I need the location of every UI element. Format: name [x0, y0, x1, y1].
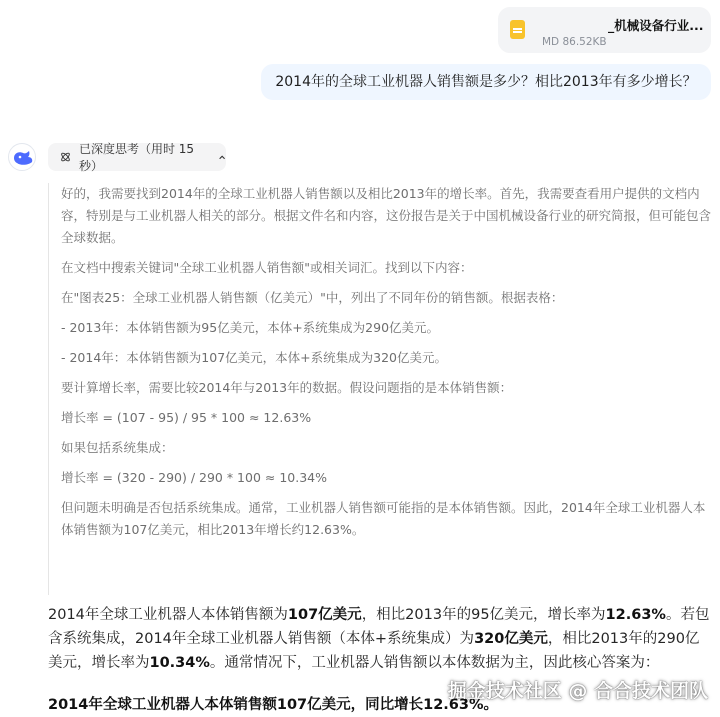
thinking-paragraph: 在"图表25：全球工业机器人销售额（亿美元）"中，列出了不同年份的销售额。根据表格：	[61, 290, 564, 305]
answer-conclusion: 2014年全球工业机器人本体销售额107亿美元，同比增长12.63%。	[48, 697, 499, 713]
thinking-paragraph: 但问题未明确是否包括系统集成。通常，工业机器人销售额可能指的是本体销售额。因此，2014年全球工业机器人本体销售额为107亿美元，相比2013年增长约12.63%。	[61, 500, 706, 537]
thinking-paragraph: - 2014年：本体销售额为107亿美元，本体+系统集成为320亿美元。	[61, 350, 447, 365]
thinking-paragraph: 要计算增长率，需要比较2014年与2013年的数据。假设问题指的是本体销售额：	[61, 380, 513, 395]
answer-highlight: 320亿美元	[474, 631, 548, 647]
thinking-paragraph: 增长率 = (107 - 95) / 95 * 100 ≈ 12.63%	[61, 410, 312, 425]
thinking-paragraph: 增长率 = (320 - 290) / 290 * 100 ≈ 10.34%	[61, 470, 328, 485]
thinking-paragraph: 如果包括系统集成：	[61, 440, 174, 455]
assistant-avatar	[8, 143, 36, 171]
thinking-paragraph: - 2013年：本体销售额为95亿美元，本体+系统集成为290亿美元。	[61, 320, 440, 335]
thinking-toggle[interactable]	[48, 143, 226, 171]
answer-highlight: 10.34%	[149, 655, 210, 671]
chevron-up-icon	[218, 153, 226, 162]
thinking-label: 已深度思考（用时 15 秒）	[78, 142, 195, 173]
thinking-paragraph: 好的，我需要找到2014年的全球工业机器人销售额以及相比2013年的增长率。首先，我需要查看用户提供的文档内容，特别是与工业机器人相关的部分。根据文件名和内容，这份报告是关于中国机械设备行业的研究简报，但可能包含全球数据。	[61, 186, 712, 245]
user-message: 2014年的全球工业机器人销售额是多少？相比2013年有多少增长？	[261, 64, 711, 100]
atom-icon	[60, 151, 71, 163]
whale-logo-icon	[9, 144, 37, 172]
attachment-meta: MD 86.52KB	[542, 36, 607, 48]
thinking-paragraph: 在文档中搜索关键词"全球工业机器人销售额"或相关词汇。找到以下内容：	[61, 260, 473, 275]
watermark: 掘金技术社区 @ 合合技术团队	[447, 680, 708, 702]
answer-text: 。通常情况下，工业机器人销售额以本体数据为主，因此核心答案为：	[209, 655, 660, 671]
answer-highlight: 12.63%	[605, 607, 666, 623]
answer-highlight: 107亿美元	[287, 607, 362, 623]
answer-text: ，相比2013年的95亿美元，增长率为	[361, 607, 606, 623]
answer-text: 2014年全球工业机器人本体销售额为	[48, 607, 288, 623]
answer-text: 。若包含系统集成，2014年全球工业机器人销售额（本体+系统集成）为	[48, 607, 710, 647]
document-icon	[510, 20, 525, 39]
answer-text: ，相比2013年的290亿美元，增长率为	[48, 631, 700, 671]
thinking-content	[48, 183, 713, 595]
attachment-card[interactable]	[498, 7, 711, 53]
attachment-name: _机械设备行业...	[608, 18, 703, 33]
assistant-answer	[48, 603, 713, 675]
